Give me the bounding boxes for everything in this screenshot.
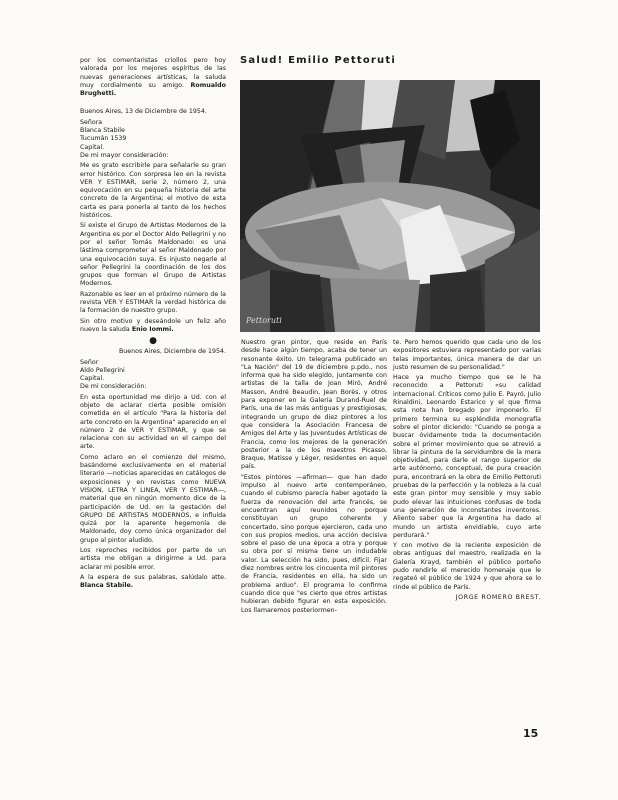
letter1-address-line: Capital. [80, 143, 105, 151]
page-number: 15 [523, 727, 539, 740]
letter2-address-line: Aldo Pellegrini [80, 366, 125, 374]
letter1-address-line: Señora [80, 118, 103, 126]
letter2-date: Buenos Aires, Diciembre de 1954. [118, 348, 226, 356]
letter2-paragraph: En esta oportunidad me dirijo a Ud. con el objeto de aclarar cierta posible omisión cometida en el artículo "Para la historia del arte concreto en la Argentina" aparecido en el número 2 de VER Y ESTIMAR, y que se relaciona con su actividad en el campo del arte. [80, 393, 226, 451]
letter2-address-line: Capital. [80, 375, 105, 383]
letter2-paragraph: Como aclaro en el comienzo del mismo, basándome exclusivamente en el material literario —noticias aparecidas en catálogos de exposiciones y en revistas como NUEVA VISION, LETRA Y LINEA, VER Y ESTIMAR—, material que en ningún momento dice de la participación de Ud. en la gestación del GRUPO DE ARTISTAS MODERNOS, e influída quizá por la aparente hegemonía de Maldonado, doy como única organizador del grupo al pintor aludido. [80, 453, 226, 544]
right-paragraph: te. Pero hemos querido que cada uno de los expositores estuviera representado por varias telas importantes, única manera de dar un justo resumen de su personalidad." [393, 339, 541, 371]
separator-bullet: ● [149, 336, 157, 347]
painting-image [240, 80, 540, 332]
intro-signer: Romualdo Brughetti. [80, 81, 226, 98]
letter1-signer: Enio Iommi. [131, 325, 174, 333]
letter1-salutation: De mi mayor consideración: [80, 151, 169, 159]
letter1-paragraph: Si existe el Grupo de Artistas Modernos de la Argentina es por el Doctor Aldo Pellegrini y no por el señor Tomás Maldonado: es una lástima comprometer al señor Maldonado por una equivocación suya. Es injusto negarle al señor Pellegrini la coordinación de los dos grupos que forman el Grupo de Artistas Modernos. [80, 222, 226, 288]
painting-signature: Pettoruti [246, 316, 282, 325]
letter2-signer: Blanca Stabile. [80, 582, 134, 590]
right-paragraph: Hace ya mucho tiempo que se le ha reconocido a Pettoruti «su calidad internacional. Críticos como Julio E. Payró, Julio Rinaldini, Leonardo Estarico y el que firma esta nota han bregado por imponerlo. El primero termina su espléndida monografía sobre el pintor diciendo: "Cuando se ponga a buscar óvidamente toda la documentación sobre el primer movimiento que se atrevió a librar la pintura de la servidumbre de la mera objetividad, para darle el rango superior de arte autónomo, conceptual, de pura creación pura, encontrará en la obra de Emilio Pettoruti pruebas de la perfección y la nobleza a la cual este gran pintor muy sensible y muy sabio pudo elevar las intuiciones confusas de toda una generación de inconstantes inventores. Aliento saber que la Argentina ha dado al mundo un artista envidiable, cuyo arte perdurará." [393, 374, 541, 539]
author-signature: JORGE ROMERO BREST. [455, 593, 541, 601]
intro-paragraph: por los comentaristas criollos pero hoy valorada por los mejores espíritus de las nuevas generaciones artísticas, la saluda muy cordialmente su amigo. Romualdo Brughetti. [80, 57, 226, 98]
letter2-address-line: Señor [80, 358, 99, 366]
right-column [393, 339, 541, 604]
letter1-date: Buenos Aires, 13 de Diciembre de 1954. [80, 108, 207, 116]
middle-column [241, 339, 387, 617]
middle-paragraph: "Estos pintores —afirman— que han dado impulso al nuevo arte contemporáneo, cuando el cubismo parecía haber agotado la fuerza de renovación del arte francés, se encuentran aquí reunidos no porque constituyan un grupo coherente y concertado, sino porque ejercieron, cada uno con sus propios medios, una acción decisiva sobre el paso de una época a otra y porque su obra por sí misma tiene un indudable valor. La selección ha sido, pues, difícil. Fijar diez nombres entre los cincuenta mil pintores de Francia, residentes en ella, ha sido un problema arduo". El programa lo confirma cuando dice que "es cierto que otros artistas hubieran debido figurar en esta exposición. Los llamaremos posteriormen- [241, 473, 387, 614]
letter2-salutation: De mi consideración: [80, 383, 147, 391]
left-column [80, 57, 226, 593]
middle-paragraph: Nuestro gran pintor, que reside en París desde hace algún tiempo, acaba de tener un resonante éxito. Un telegrama publicado en "La Nación" del 19 de diciembre p.pdo., nos informa que ha sido elegido, juntamente con artistas de la talla de Joan Miró, André Masson, André Beaudin, Jean Borès, y otros para exponer en la Galería Durand-Ruel de París, una de las más antiguas y prestigiosas, integrando un grupo de diez pintores a los que considera la Asociación Francesa de Amigos del Arte y las Juventudes Artísticas de Francia, como los mejores de la generación posterior a la de los maestros Picasso, Braque, Matisse y Léger, residentes en aquel país. [241, 339, 387, 471]
letter1-closing: Sin otro motivo y deseándole un feliz año nuevo la saluda Enio Iommi. [80, 317, 226, 333]
letter1-address-line: Tucumán 1539 [80, 135, 127, 143]
letter1-paragraph: Razonable es leer en el próximo número de la revista VER Y ESTIMAR la verdad histórica de la formación de nuestro grupo. [80, 290, 226, 315]
right-paragraph: Y con motivo de la reciente exposición de obras antiguas del maestro, realizada en la Galería Krayd, también el público porteño pudo rendirle el merecido homenaje que le regateó el público de 1924 y que ahora se lo rinde el público de París. [393, 542, 541, 591]
letter2-closing: A la espera de sus palabras, salúdalo atte. Blanca Stabile. [80, 573, 226, 590]
letter1-address-line: Blanca Stabile [80, 127, 125, 135]
letter1-paragraph: Me es grato escribirle para señalarle su gran error histórico. Con sorpresa leo en la revista VER Y ESTIMAR, serie 2, número 2, una equivocación en su pequeña historia del arte concreto de la Argentina; el motivo de esta carta es para ponerla al tanto de los hechos históricos. [80, 162, 226, 220]
letter2-paragraph: Los reproches recibidos por parte de un artista me obligan a dirigirme a Ud. para aclarar mi posible error. [80, 547, 226, 571]
article-title: Salud! Emilio Pettoruti [240, 55, 396, 66]
